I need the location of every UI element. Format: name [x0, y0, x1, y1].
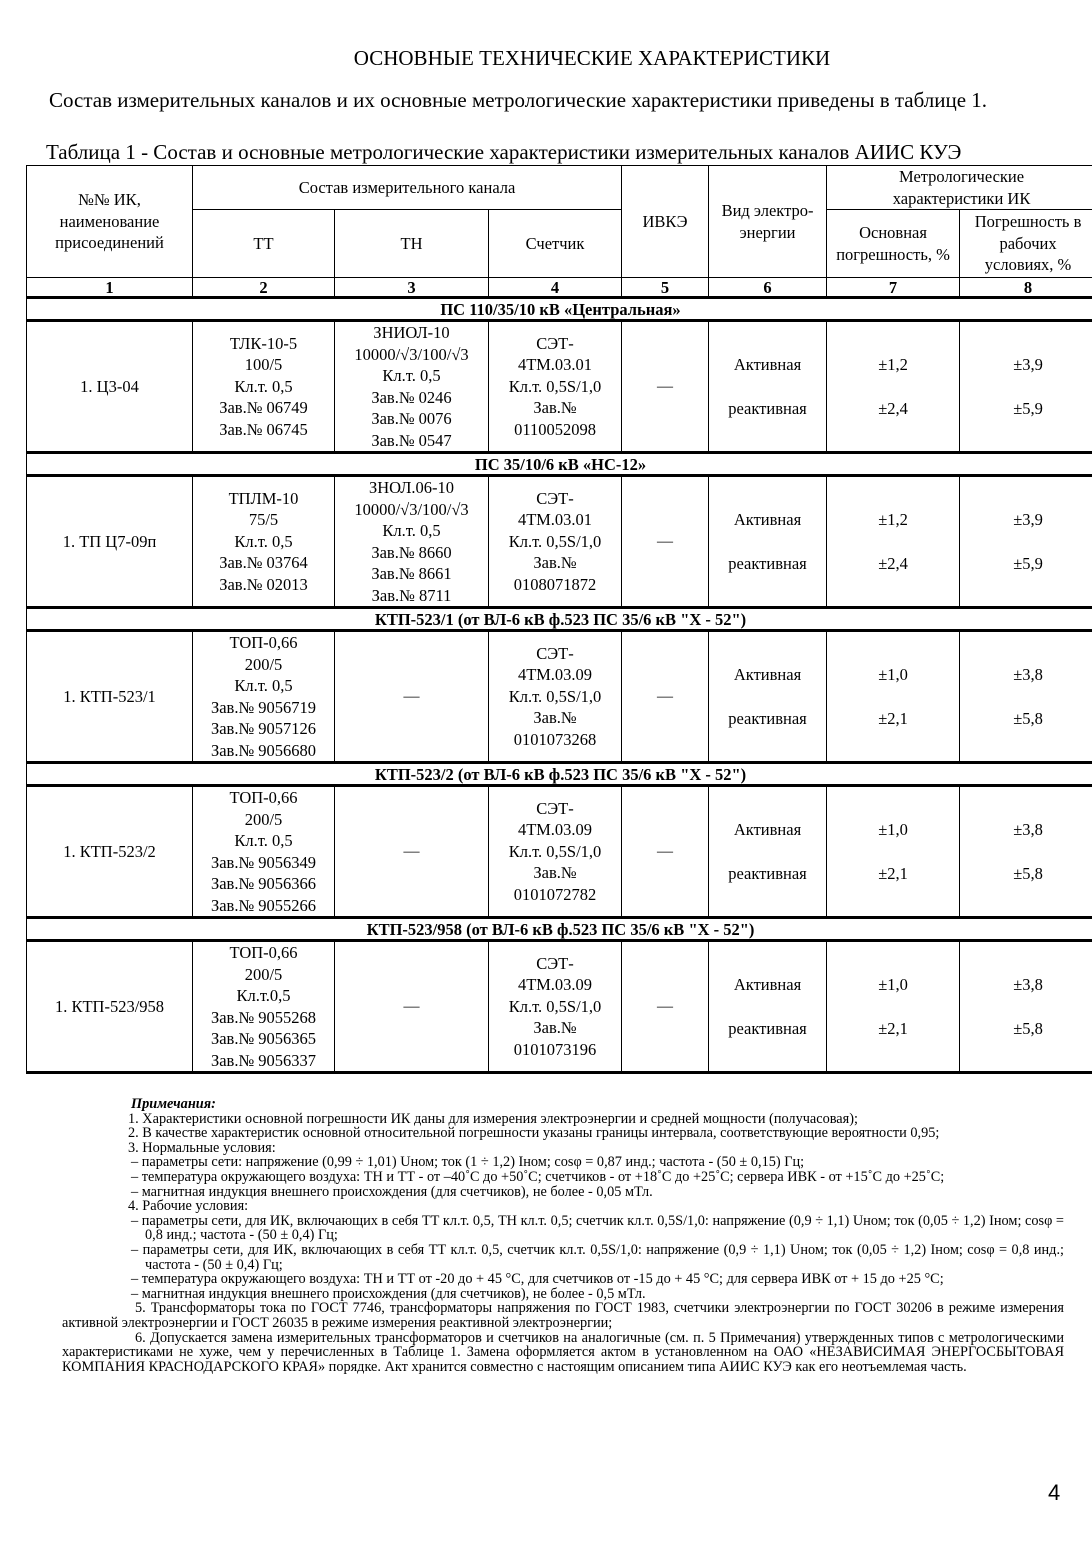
section-header-row: [27, 918, 1092, 941]
cell-ik: 1. КТП-523/1: [27, 631, 193, 763]
cell-energy: Активная реактивная: [709, 321, 827, 453]
cell-ik: 1. Ц3-04: [27, 321, 193, 453]
cell-basic-error: ±1,0 ±2,1: [827, 631, 960, 763]
header-work-error: Погрешность в рабочих условиях, %: [960, 210, 1092, 278]
cell-energy: Активная реактивная: [709, 786, 827, 918]
table-row: [27, 631, 1092, 763]
cell-ik: 1. ТП Ц7-09п: [27, 476, 193, 608]
cell-work-error: ±3,8 ±5,8: [960, 786, 1092, 918]
note-4a: – параметры сети, для ИК, включающих в себя ТТ кл.т. 0,5, ТН кл.т. 0,5; счетчик кл.т. 0,5S/1,0: напряжение (0,9 ÷ 1,1) Uном; ток (0,05 ÷ 1,2) Iном; cosφ = 0,8 инд.; частота - (50 ± 0,4) Гц;: [131, 1212, 1064, 1244]
table-row: [27, 941, 1092, 1073]
colnum: 5: [622, 278, 709, 298]
note-2: 2. В качестве характеристик основной относительной погрешности указаны границы интервала, соответствующие вероятности 0,95;: [128, 1125, 940, 1142]
colnum: 8: [960, 278, 1092, 298]
section-header-row: [27, 453, 1092, 476]
cell-tt: ТЛК-10-5 100/5 Кл.т. 0,5 Зав.№ 06749 Зав.№ 06745: [193, 321, 335, 453]
section-title: ПС 110/35/10 кВ «Центральная»: [440, 299, 681, 319]
cell-tt: ТОП-0,66 200/5 Кл.т.0,5 Зав.№ 9055268 Зав.№ 9056365 Зав.№ 9056337: [193, 941, 335, 1073]
intro-text: Состав измерительных каналов и их основные метрологические характеристики приведены в таблице 1.: [49, 88, 988, 112]
note-4c: – температура окружающего воздуха: ТН и ТТ от -20 до + 45 °С, для счетчиков от -15 до + 45 °С; для сервера ИВК от + 15 до +25 °С;: [131, 1271, 944, 1288]
colnum: 2: [193, 278, 335, 298]
note-5: 5. Трансформаторы тока по ГОСТ 7746, трансформаторы напряжения по ГОСТ 1983, счетчики электроэнергии по ГОСТ 30206 в режиме измерения активной электроэнергии и ГОСТ 26035 в режиме измерения реактивной электроэнергии;: [62, 1300, 1064, 1331]
cell-work-error: ±3,9 ±5,9: [960, 476, 1092, 608]
cell-basic-error: ±1,2 ±2,4: [827, 321, 960, 453]
notes-block: [62, 1097, 1064, 1374]
colnum: 7: [827, 278, 960, 298]
section-title: КТП-523/2 (от ВЛ-6 кВ ф.523 ПС 35/6 кВ "Х - 52"): [374, 764, 747, 784]
colnum: 4: [489, 278, 622, 298]
cell-ik: 1. КТП-523/958: [27, 941, 193, 1073]
cell-tn: —: [335, 786, 489, 918]
note-4: 4. Рабочие условия:: [128, 1198, 249, 1215]
cell-tn: —: [335, 941, 489, 1073]
cell-ivke: —: [622, 786, 709, 918]
header-metro: Метрологические характеристики ИК: [827, 166, 1092, 210]
cell-ivke: —: [622, 321, 709, 453]
page-number: 4: [1048, 1480, 1061, 1505]
header-ik: №№ ИК, наименование присоединений: [27, 166, 193, 278]
header-basic-error: Основная погрешность, %: [827, 210, 960, 278]
cell-basic-error: ±1,0 ±2,1: [827, 786, 960, 918]
cell-energy: Активная реактивная: [709, 631, 827, 763]
cell-ik: 1. КТП-523/2: [27, 786, 193, 918]
page-title: ОСНОВНЫЕ ТЕХНИЧЕСКИЕ ХАРАКТЕРИСТИКИ: [353, 46, 831, 70]
column-numbers-row: [27, 278, 1092, 298]
cell-tt: ТОП-0,66 200/5 Кл.т. 0,5 Зав.№ 9056349 Зав.№ 9056366 Зав.№ 9055266: [193, 786, 335, 918]
colnum: 6: [709, 278, 827, 298]
colnum: 3: [335, 278, 489, 298]
cell-meter: СЭТ- 4ТМ.03.01 Кл.т. 0,5S/1,0 Зав.№ 0110052098: [489, 321, 622, 453]
section-title: КТП-523/958 (от ВЛ-6 кВ ф.523 ПС 35/6 кВ "Х - 52"): [366, 919, 755, 939]
header-meter: Счетчик: [489, 210, 622, 278]
header-composition: Состав измерительного канала: [193, 166, 622, 210]
note-3a: – параметры сети: напряжение (0,99 ÷ 1,01) Uном; ток (1 ÷ 1,2) Iном; cosφ = 0,87 инд.; частота - (50 ± 0,15) Гц;: [131, 1154, 805, 1171]
note-4d: – магнитная индукция внешнего происхождения (для счетчиков), не более - 0,5 мТл.: [131, 1285, 646, 1302]
note-6: 6. Допускается замена измерительных трансформаторов и счетчиков на аналогичные (см. п. 5 Примечания) утвержденных типов с метрологическими характеристиками не хуже, чем у перечисленных в Таблице 1. Замена оформляется актом в установленном на ОАО «НЕЗАВИСИМАЯ ЭНЕРГОСБЫТОВАЯ КОМПАНИЯ КРАСНОДАРСКОГО КРАЯ» порядке. Акт хранится совместно с настоящим описанием типа АИИС КУЭ как его неотъемлемая часть.: [62, 1329, 1064, 1375]
cell-energy: Активная реактивная: [709, 476, 827, 608]
cell-ivke: —: [622, 631, 709, 763]
cell-work-error: ±3,8 ±5,8: [960, 631, 1092, 763]
section-title: КТП-523/1 (от ВЛ-6 кВ ф.523 ПС 35/6 кВ "Х - 52"): [374, 609, 747, 629]
cell-meter: СЭТ- 4ТМ.03.01 Кл.т. 0,5S/1,0 Зав.№ 0108071872: [489, 476, 622, 608]
cell-tt: ТПЛМ-10 75/5 Кл.т. 0,5 Зав.№ 03764 Зав.№ 02013: [193, 476, 335, 608]
table-row: [27, 476, 1092, 608]
note-3b: – температура окружающего воздуха: ТН и ТТ - от –40˚C до +50˚C; счетчиков - от +18˚C до +25˚C; сервера ИВК - от +15˚C до +25˚C;: [131, 1168, 945, 1185]
cell-work-error: ±3,9 ±5,9: [960, 321, 1092, 453]
table-row: [27, 786, 1092, 918]
note-3: 3. Нормальные условия:: [128, 1139, 276, 1156]
cell-ivke: —: [622, 941, 709, 1073]
header-tn: ТН: [335, 210, 489, 278]
notes-heading: Примечания:: [131, 1096, 216, 1112]
table-caption: Таблица 1 - Состав и основные метрологические характеристики измерительных каналов АИИС КУЭ: [46, 140, 962, 164]
table-row: [27, 321, 1092, 453]
note-1: 1. Характеристики основной погрешности ИК даны для измерения электроэнергии и средней мощности (получасовая);: [128, 1110, 858, 1127]
note-4b: – параметры сети, для ИК, включающих в себя ТТ кл.т. 0,5, счетчик кл.т. 0,5S/1,0: напряжение (0,9 ÷ 1,1) Uном; ток (0,05 ÷ 1,2) Iном; cosφ = 0,8 инд.; частота - (50 ± 0,4) Гц;: [131, 1241, 1064, 1273]
cell-meter: СЭТ- 4ТМ.03.09 Кл.т. 0,5S/1,0 Зав.№ 0101073268: [489, 631, 622, 763]
cell-tt: ТОП-0,66 200/5 Кл.т. 0,5 Зав.№ 9056719 Зав.№ 9057126 Зав.№ 9056680: [193, 631, 335, 763]
section-header-row: [27, 608, 1092, 631]
header-tt: ТТ: [193, 210, 335, 278]
note-3c: – магнитная индукция внешнего происхождения (для счетчиков), не более - 0,05 мТл.: [131, 1183, 653, 1200]
cell-meter: СЭТ- 4ТМ.03.09 Кл.т. 0,5S/1,0 Зав.№ 0101072782: [489, 786, 622, 918]
metrology-table: [26, 165, 1092, 1074]
header-energy-type: Вид электро-энергии: [709, 166, 827, 278]
cell-energy: Активная реактивная: [709, 941, 827, 1073]
cell-tn: ЗНОЛ.06-10 10000/√3/100/√3 Кл.т. 0,5 Зав.№ 8660 Зав.№ 8661 Зав.№ 8711: [335, 476, 489, 608]
cell-meter: СЭТ- 4ТМ.03.09 Кл.т. 0,5S/1,0 Зав.№ 0101073196: [489, 941, 622, 1073]
cell-ivke: —: [622, 476, 709, 608]
cell-basic-error: ±1,2 ±2,4: [827, 476, 960, 608]
cell-work-error: ±3,8 ±5,8: [960, 941, 1092, 1073]
cell-basic-error: ±1,0 ±2,1: [827, 941, 960, 1073]
colnum: 1: [27, 278, 193, 298]
section-title: ПС 35/10/6 кВ «НС-12»: [474, 454, 647, 474]
header-ivke: ИВКЭ: [622, 166, 709, 278]
cell-tn: —: [335, 631, 489, 763]
section-header-row: [27, 763, 1092, 786]
section-header-row: [27, 298, 1092, 321]
cell-tn: ЗНИОЛ-10 10000/√3/100/√3 Кл.т. 0,5 Зав.№ 0246 Зав.№ 0076 Зав.№ 0547: [335, 321, 489, 453]
